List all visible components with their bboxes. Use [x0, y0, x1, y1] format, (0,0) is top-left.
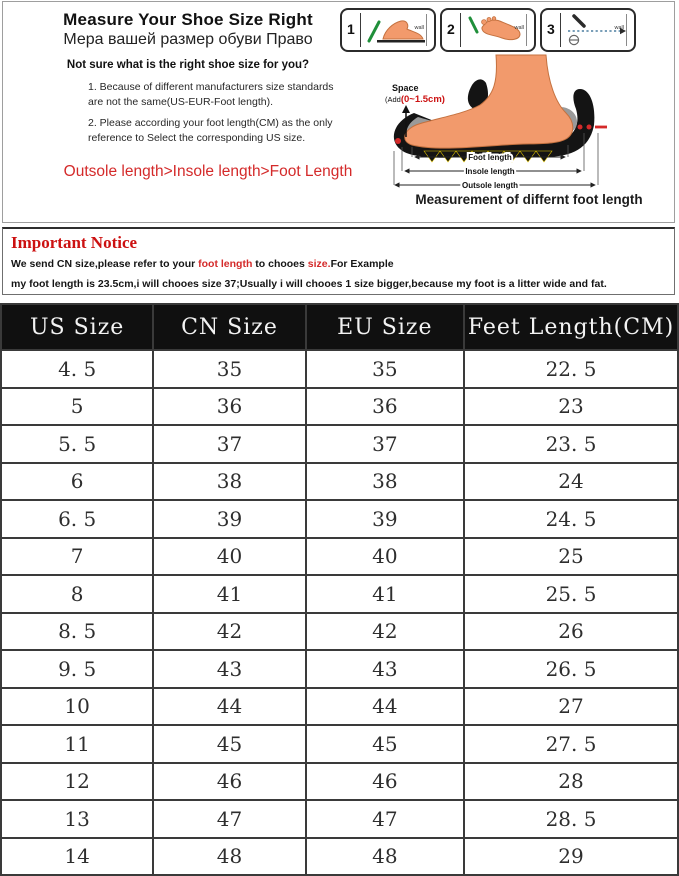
- table-cell: 36: [153, 388, 305, 426]
- table-cell: 45: [306, 725, 464, 763]
- important-notice-section: [2, 227, 675, 295]
- table-row: [1, 688, 678, 726]
- step-divider: [460, 13, 461, 47]
- instruction-point-2: 2. Please according your foot length(CM) as the only reference to Select the corresponding US size.: [88, 117, 333, 144]
- table-cell: 10: [1, 688, 153, 726]
- table-cell: 44: [306, 688, 464, 726]
- table-cell: 22. 5: [464, 350, 678, 388]
- table-cell: 26. 5: [464, 650, 678, 688]
- size-table-header-row: [1, 304, 678, 350]
- table-cell: 27. 5: [464, 725, 678, 763]
- table-cell: 14: [1, 838, 153, 876]
- table-cell: 46: [306, 763, 464, 801]
- table-cell: 42: [306, 613, 464, 651]
- table-cell: 7: [1, 538, 153, 576]
- wall-label: wall: [514, 25, 524, 31]
- measure-guide-section: [2, 1, 675, 223]
- page-subtitle-russian: Мера вашей размер обуви Право: [63, 31, 313, 48]
- table-cell: 12: [1, 763, 153, 801]
- measure-step-2: [440, 8, 536, 52]
- table-cell: 47: [306, 800, 464, 838]
- table-cell: 39: [153, 500, 305, 538]
- measure-steps: [340, 8, 636, 52]
- step-divider: [560, 13, 561, 47]
- wall-line: [526, 14, 527, 46]
- table-row: [1, 725, 678, 763]
- table-cell: 48: [306, 838, 464, 876]
- table-row: [1, 350, 678, 388]
- column-header: Feet Length(CM): [464, 304, 678, 350]
- wall-label: wall: [414, 25, 424, 31]
- table-cell: 37: [306, 425, 464, 463]
- table-row: [1, 388, 678, 426]
- measure-step-3: [540, 8, 636, 52]
- table-cell: 29: [464, 838, 678, 876]
- column-header: US Size: [1, 304, 153, 350]
- size-table: [0, 303, 679, 876]
- step-divider: [360, 13, 361, 47]
- notice-line2: my foot length is 23.5cm,i will chooes size 37;Usually i will chooes 1 size bigger,because my foot is a litter wide and fat.: [11, 278, 607, 290]
- instruction-point-1: 1. Because of different manufacturers size standards are not the same(US-EUR-Foot length).: [88, 81, 334, 108]
- table-cell: 47: [153, 800, 305, 838]
- table-cell: 28: [464, 763, 678, 801]
- svg-text:Space: Space: [392, 83, 419, 93]
- notice-highlight: size.: [307, 258, 331, 270]
- table-cell: 25. 5: [464, 575, 678, 613]
- outsole-length-label: Outsole length: [462, 181, 518, 190]
- table-cell: 6: [1, 463, 153, 501]
- table-cell: 40: [306, 538, 464, 576]
- table-cell: 24: [464, 463, 678, 501]
- table-row: [1, 763, 678, 801]
- table-cell: 5. 5: [1, 425, 153, 463]
- table-row: [1, 650, 678, 688]
- table-cell: 43: [306, 650, 464, 688]
- table-cell: 37: [153, 425, 305, 463]
- table-row: [1, 538, 678, 576]
- table-cell: 45: [153, 725, 305, 763]
- notice-line1: [11, 258, 394, 270]
- table-row: [1, 575, 678, 613]
- table-row: [1, 463, 678, 501]
- notice-heading: Important Notice: [11, 233, 138, 252]
- table-cell: 48: [153, 838, 305, 876]
- foot-measurement-diagram: [384, 55, 674, 191]
- table-cell: 40: [153, 538, 305, 576]
- table-cell: 5: [1, 388, 153, 426]
- table-row: [1, 800, 678, 838]
- diagram-caption: Measurement of differnt foot length: [415, 192, 643, 207]
- notice-text: For Example: [330, 258, 394, 270]
- page-title: Measure Your Shoe Size Right: [63, 10, 313, 29]
- table-cell: 24. 5: [464, 500, 678, 538]
- table-row: [1, 613, 678, 651]
- measurement-arrows: [395, 153, 595, 190]
- measure-step-1: [340, 8, 436, 52]
- table-cell: 35: [153, 350, 305, 388]
- wall-line: [626, 14, 627, 46]
- table-cell: 43: [153, 650, 305, 688]
- column-header: CN Size: [153, 304, 305, 350]
- size-table-body: [1, 350, 678, 875]
- table-cell: 27: [464, 688, 678, 726]
- table-cell: 44: [153, 688, 305, 726]
- insole-length-label: Insole length: [465, 167, 515, 176]
- table-cell: 41: [153, 575, 305, 613]
- table-cell: 35: [306, 350, 464, 388]
- step-number: 1: [347, 21, 355, 37]
- length-rule-note: Outsole length>Insole length>Foot Length: [63, 163, 353, 180]
- table-cell: 8. 5: [1, 613, 153, 651]
- table-cell: 11: [1, 725, 153, 763]
- table-row: [1, 500, 678, 538]
- table-cell: 4. 5: [1, 350, 153, 388]
- table-cell: 8: [1, 575, 153, 613]
- column-header: EU Size: [306, 304, 464, 350]
- wall-label: wall: [614, 25, 624, 31]
- table-cell: 39: [306, 500, 464, 538]
- table-cell: 9. 5: [1, 650, 153, 688]
- table-cell: 26: [464, 613, 678, 651]
- instruction-points: [88, 80, 340, 152]
- step-number: 2: [447, 21, 455, 37]
- wall-line: [426, 14, 427, 46]
- table-cell: 6. 5: [1, 500, 153, 538]
- table-cell: 38: [153, 463, 305, 501]
- table-cell: 38: [306, 463, 464, 501]
- step-number: 3: [547, 21, 555, 37]
- notice-text: We send CN size,please refer to your: [11, 258, 199, 270]
- table-row: [1, 425, 678, 463]
- question-line: Not sure what is the right shoe size for you?: [66, 59, 310, 71]
- table-cell: 23. 5: [464, 425, 678, 463]
- up-arrow-icon: [402, 105, 410, 113]
- table-cell: 46: [153, 763, 305, 801]
- table-cell: 25: [464, 538, 678, 576]
- notice-highlight: foot length: [198, 258, 253, 270]
- table-cell: 13: [1, 800, 153, 838]
- svg-text:(Add(0~1.5cm): (Add(0~1.5cm): [385, 94, 445, 105]
- table-cell: 42: [153, 613, 305, 651]
- notice-text: to chooes: [252, 258, 308, 270]
- table-cell: 23: [464, 388, 678, 426]
- table-cell: 36: [306, 388, 464, 426]
- foot-length-label: Foot length: [468, 153, 512, 162]
- table-cell: 41: [306, 575, 464, 613]
- table-row: [1, 838, 678, 876]
- table-cell: 28. 5: [464, 800, 678, 838]
